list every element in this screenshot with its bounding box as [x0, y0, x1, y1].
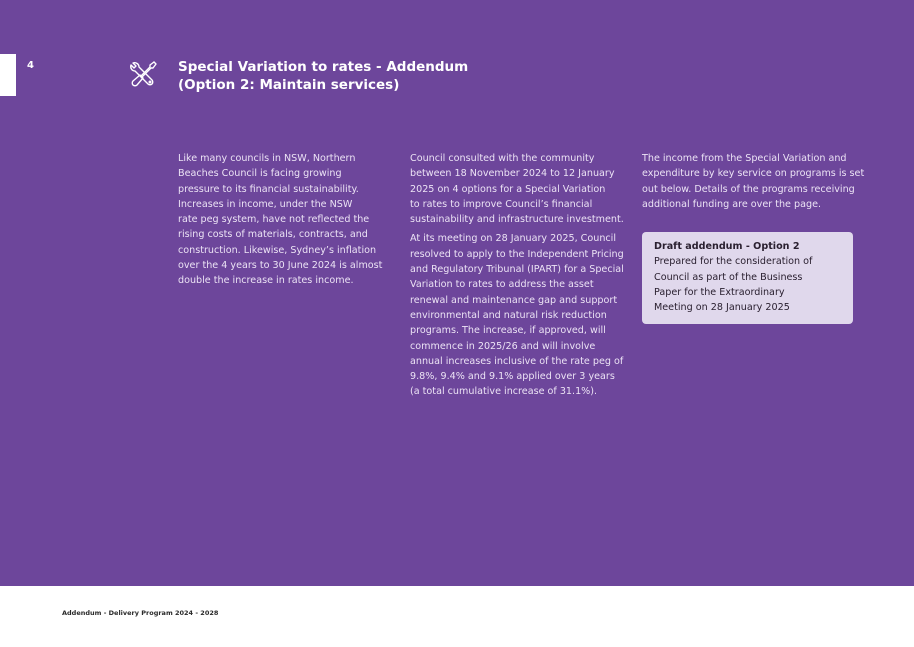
- text-line: rate peg system, have not reflected the: [178, 214, 370, 226]
- text-line: out below. Details of the programs receiving: [642, 183, 855, 195]
- note-line: Meeting on 28 January 2025: [654, 302, 790, 314]
- text-line: Council consulted with the community: [410, 153, 595, 164]
- paragraph: [178, 151, 382, 289]
- text-line: annual increases inclusive of the rate peg of: [410, 355, 624, 367]
- text-line: 2025 on 4 options for a Special Variation: [410, 183, 606, 195]
- text-line: additional funding are over the page.: [642, 198, 822, 210]
- page-tab-marker: [0, 54, 16, 96]
- text-line: Like many councils in NSW, Northern: [178, 153, 356, 164]
- column-middle: [410, 151, 624, 404]
- text-line: commence in 2025/26 and will involve: [410, 340, 596, 352]
- text-line: sustainability and infrastructure investment.: [410, 214, 624, 226]
- page-title: [178, 58, 598, 94]
- column-left: [178, 151, 382, 293]
- page-footer: Addendum - Delivery Program 2024 - 2028: [62, 609, 219, 617]
- note-line: Paper for the Extraordinary: [654, 286, 785, 298]
- paragraph: [410, 231, 624, 399]
- title-line: Special Variation to rates - Addendum: [178, 59, 469, 75]
- column-right: [642, 151, 864, 216]
- text-line: The income from the Special Variation and: [642, 153, 847, 164]
- text-line: construction. Likewise, Sydney’s inflation: [178, 244, 377, 256]
- title-line: (Option 2: Maintain services): [178, 77, 400, 93]
- text-line: Variation to rates to address the asset: [410, 279, 594, 291]
- note-heading: Draft addendum - Option 2: [654, 241, 800, 252]
- text-line: programs. The increase, if approved, will: [410, 325, 606, 337]
- text-line: pressure to its financial sustainability.: [178, 183, 359, 195]
- paragraph: [410, 151, 624, 227]
- text-line: rising costs of materials, contracts, and: [178, 229, 368, 241]
- text-line: 9.8%, 9.4% and 9.1% applied over 3 years: [410, 371, 615, 383]
- text-line: Increases in income, under the NSW: [178, 198, 353, 210]
- text-line: double the increase in rates income.: [178, 275, 354, 287]
- text-line: renewal and maintenance gap and support: [410, 294, 618, 306]
- text-line: expenditure by key service on programs is set: [642, 168, 865, 180]
- text-line: to rates to improve Council’s financial: [410, 198, 593, 210]
- note-line: Council as part of the Business: [654, 271, 803, 283]
- text-line: environmental and natural risk reduction: [410, 309, 607, 321]
- text-line: At its meeting on 28 January 2025, Council: [410, 233, 617, 245]
- text-line: over the 4 years to 30 June 2024 is almost: [178, 260, 383, 272]
- text-line: and Regulatory Tribunal (IPART) for a Special: [410, 264, 624, 276]
- text-line: between 18 November 2024 to 12 January: [410, 168, 615, 180]
- text-line: (a total cumulative increase of 31.1%).: [410, 386, 598, 398]
- text-line: resolved to apply to the Independent Pricing: [410, 248, 624, 260]
- paragraph: [642, 151, 864, 212]
- tools-icon: [128, 60, 158, 90]
- draft-addendum-note: [642, 232, 853, 324]
- text-line: Beaches Council is facing growing: [178, 168, 342, 180]
- note-line: Prepared for the consideration of: [654, 256, 813, 268]
- page-number: 4: [27, 60, 34, 71]
